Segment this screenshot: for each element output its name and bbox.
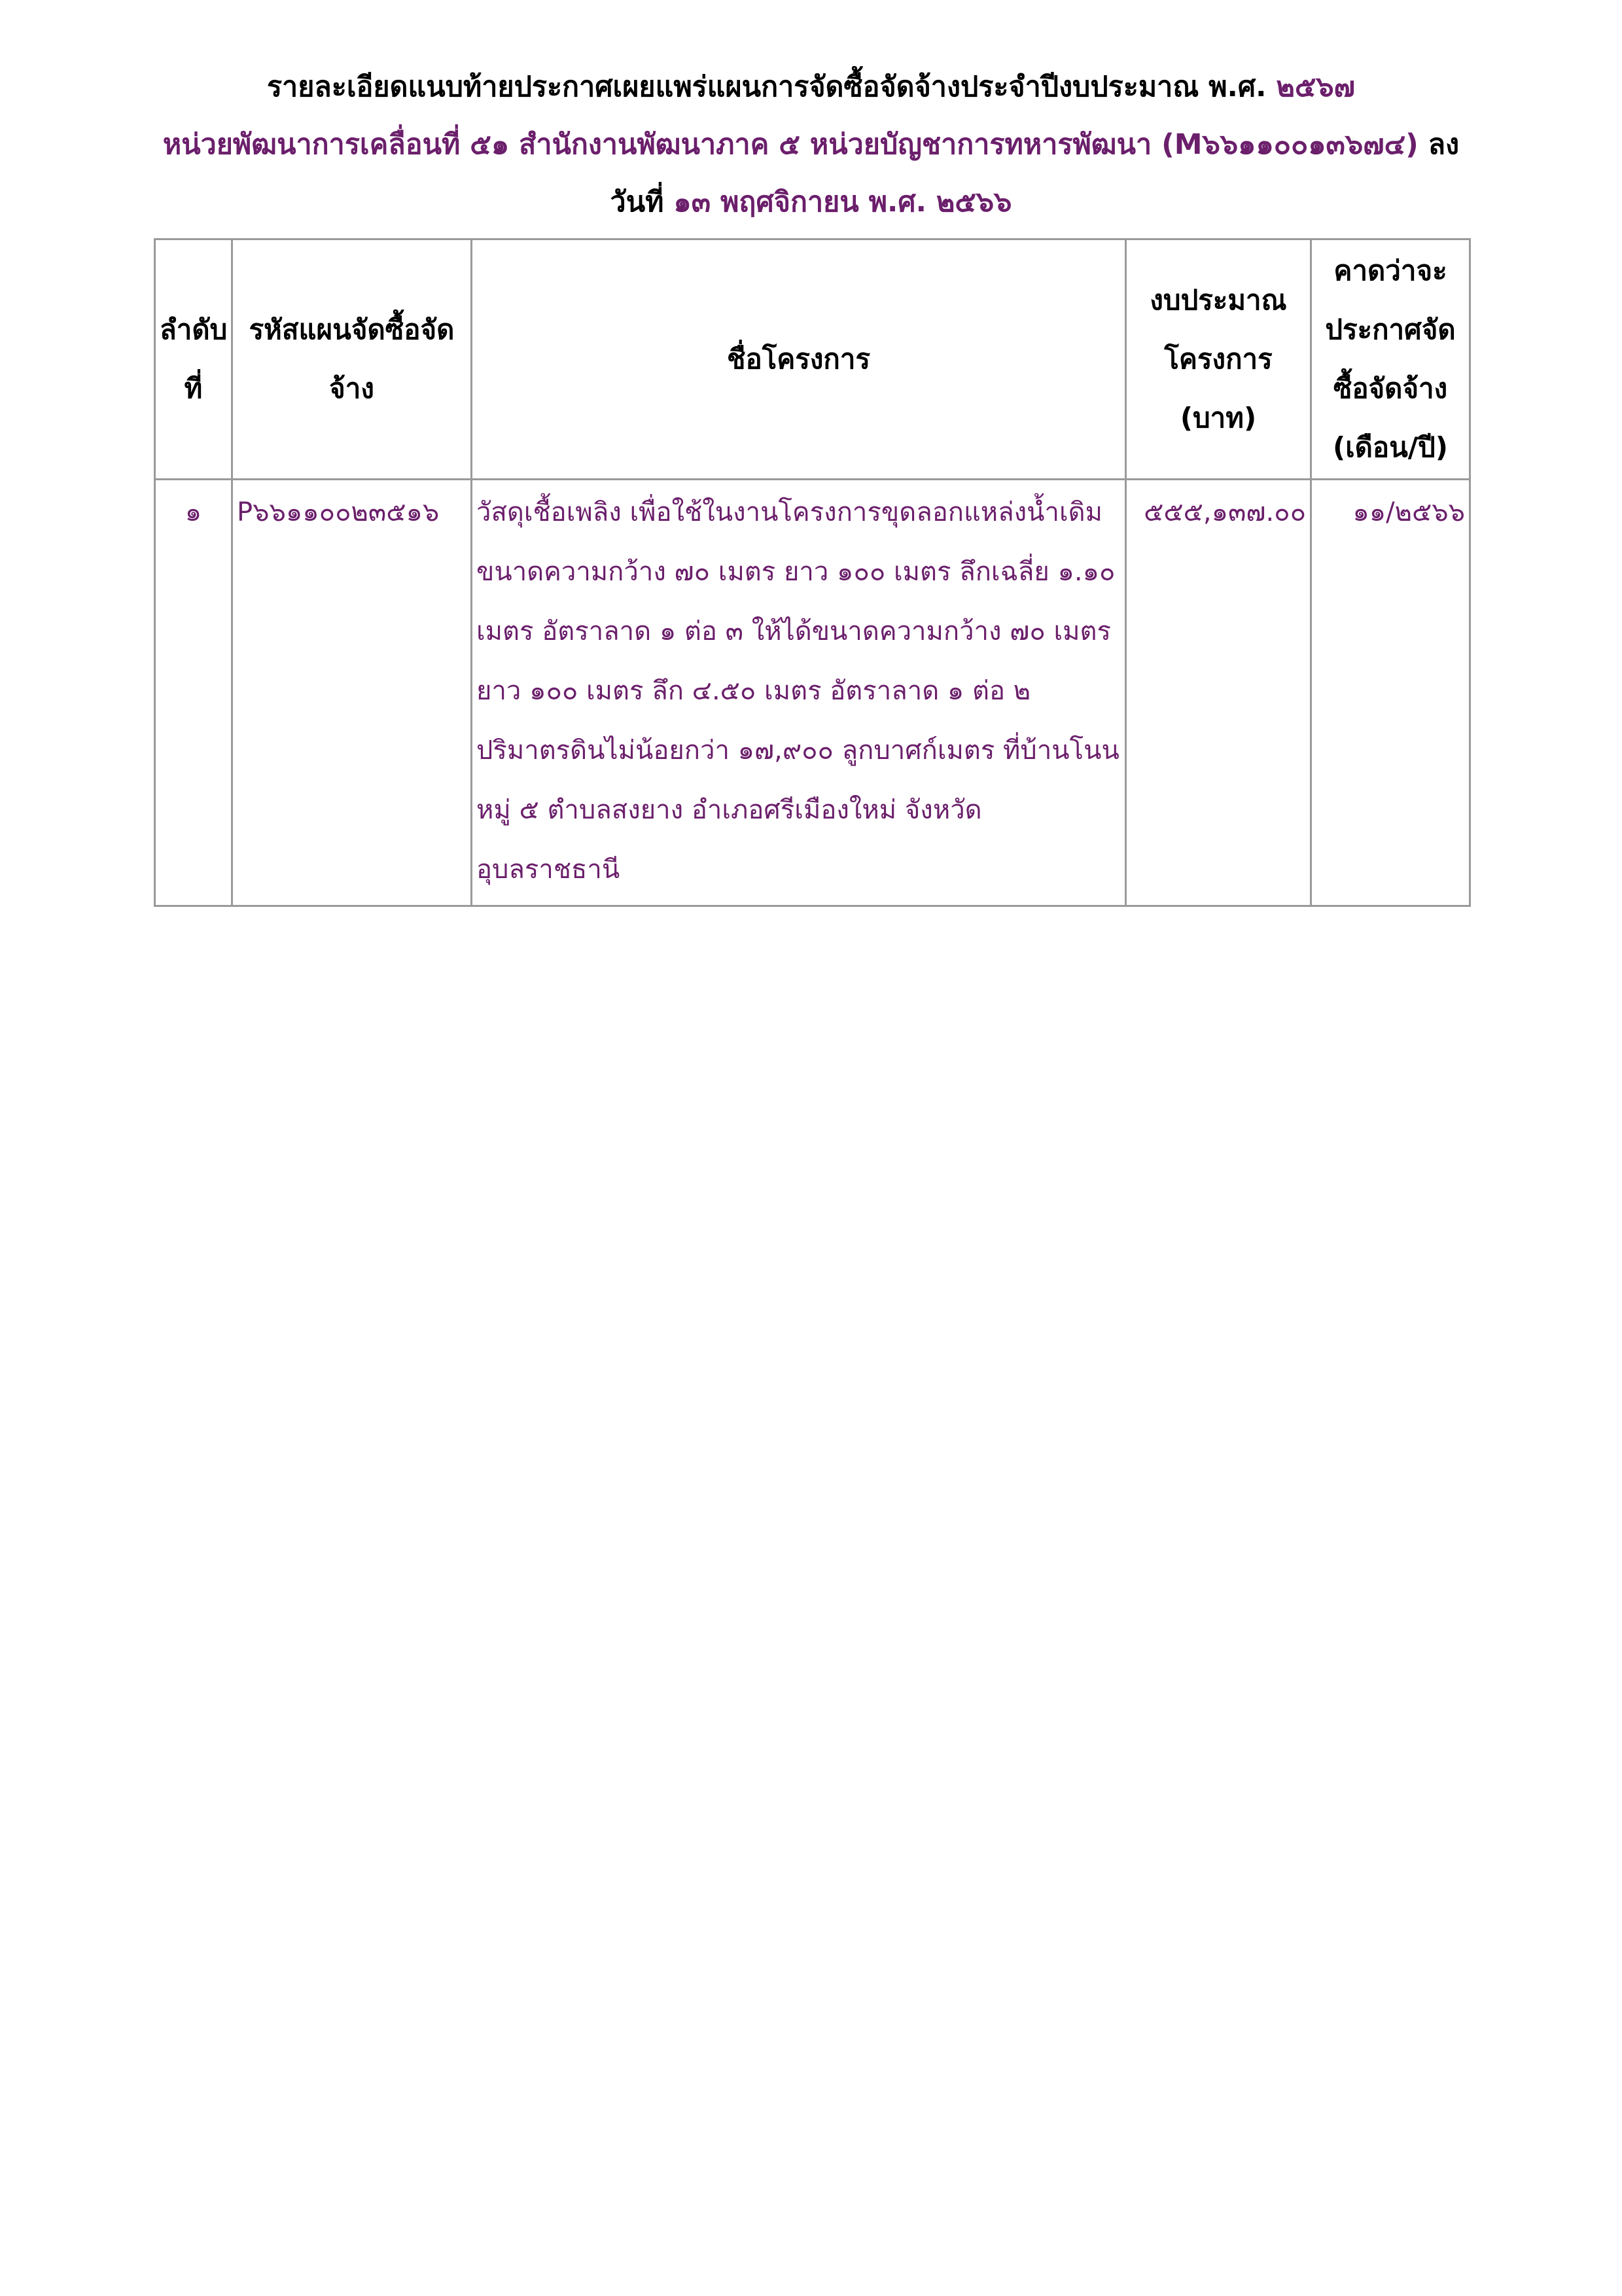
fiscal-year: ๒๕๖๗ (1276, 71, 1356, 103)
document-title-line-3 (0, 173, 1622, 232)
table-row (155, 480, 1470, 906)
date-prefix: วันที่ (610, 186, 664, 219)
row-plan-code: P๖๖๑๑๐๐๒๓๕๑๖ (232, 480, 472, 906)
document-title-line-1 (0, 58, 1622, 116)
table-header-row (155, 239, 1470, 480)
dated-label: ลง (1428, 128, 1460, 161)
document-title-line-2 (0, 115, 1622, 174)
row-budget: ๕๕๕,๑๓๗.๐๐ (1126, 480, 1311, 906)
row-no: ๑ (155, 480, 232, 906)
row-expected-date: ๑๑/๒๕๖๖ (1311, 480, 1470, 906)
column-header-budget: งบประมาณโครงการ (บาท) (1126, 239, 1311, 480)
column-header-expected-date: คาดว่าจะประกาศจัดซื้อจัดจ้าง (เดือน/ปี) (1311, 239, 1470, 480)
column-header-plan-code: รหัสแผนจัดซื้อจัดจ้าง (232, 239, 472, 480)
column-header-project-name: ชื่อโครงการ (472, 239, 1126, 480)
announcement-date: ๑๓ พฤศจิกายน พ.ศ. ๒๕๖๖ (673, 186, 1012, 219)
row-project-name: วัสดุเชื้อเพลิง เพื่อใช้ในงานโครงการขุดลอกแหล่งน้ำเดิม ขนาดความกว้าง ๗๐ เมตร ยาว ๑๐๐ เมตร ลึกเฉลี่ย ๑.๑๐ เมตร อัตราลาด ๑ ต่อ ๓ ให้ได้ขนาดความกว้าง ๗๐ เมตร ยาว ๑๐๐ เมตร ลึก ๔.๕๐ เมตร อัตราลาด ๑ ต่อ ๒ ปริมาตรดินไม่น้อยกว่า ๑๗,๙๐๐ ลูกบาศก์เมตร ที่บ้านโนน หมู่ ๕ ตำบลสงยาง อำเภอศรีเมืองใหม่ จังหวัดอุบลราชธานี (472, 480, 1126, 906)
unit-name: หน่วยพัฒนาการเคลื่อนที่ ๕๑ สำนักงานพัฒนาภาค ๕ หน่วยบัญชาการทหารพัฒนา (M๖๖๑๑๐๐๑๓๖๗๔) (162, 128, 1419, 161)
procurement-plan-table (154, 238, 1471, 907)
column-header-no: ลำดับที่ (155, 239, 232, 480)
title-text: รายละเอียดแนบท้ายประกาศเผยแพร่แผนการจัดซื้อจัดจ้างประจำปีงบประมาณ พ.ศ. (266, 71, 1267, 103)
